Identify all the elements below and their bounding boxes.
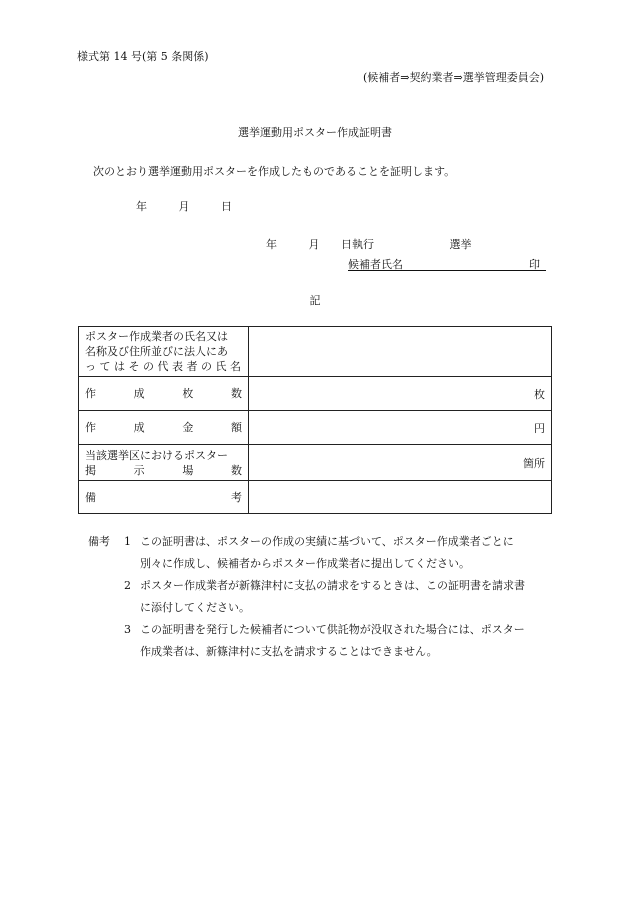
submission-route: (候補者⇒契約業者⇒選挙管理委員会) (362, 71, 544, 84)
certification-statement: 次のとおり選挙運動用ポスターを作成したものであることを証明します。 (93, 165, 456, 178)
display-locations-field[interactable] (249, 445, 552, 481)
poster-details-table (78, 326, 552, 514)
note-item: 3 この証明書を発行した候補者について供託物が没収された場合には、ポスター 作成業者は、新篠津村に支払を請求することはできません。 (124, 623, 525, 658)
count-unit: 枚 (534, 387, 545, 401)
table-row (79, 411, 552, 445)
month-label: 月 (308, 238, 320, 251)
table-row (79, 377, 552, 411)
candidate-name-label: 候補者氏名 (348, 258, 403, 271)
day-label: 日 (221, 200, 232, 213)
document-title: 選挙運動用ポスター作成証明書 (238, 126, 392, 139)
month-label: 月 (178, 200, 190, 213)
count-label: 作 成 枚 数 (79, 377, 249, 411)
election-label: 選挙 (449, 238, 472, 251)
count-field[interactable] (249, 377, 552, 411)
table-row (79, 327, 552, 377)
amount-unit: 円 (534, 421, 545, 435)
year-label: 年 (266, 238, 277, 251)
election-date (266, 236, 472, 252)
remarks-field[interactable] (249, 481, 552, 514)
maker-name-field[interactable] (249, 327, 552, 377)
table-row (79, 481, 552, 514)
ki-heading: 記 (309, 294, 321, 307)
amount-field[interactable] (249, 411, 552, 445)
maker-name-label: ポスター作成業者の氏名又は 名称及び住所並びに法人にあ っ て は そ の 代 表 者 の 氏 名 (79, 327, 249, 377)
execution-day-label: 日執行 (341, 238, 374, 251)
table-row (79, 445, 552, 481)
candidate-name-line[interactable] (348, 256, 546, 271)
remarks-label: 備 考 (79, 481, 249, 514)
locations-unit: 箇所 (523, 456, 545, 470)
notes-heading: 備考 (88, 535, 110, 548)
seal-mark: 印 (529, 258, 540, 271)
issue-date (136, 198, 232, 214)
form-number: 様式第 14 号(第 5 条関係) (77, 50, 209, 63)
amount-label: 作 成 金 額 (79, 411, 249, 445)
year-label: 年 (136, 200, 147, 213)
note-item: 2 ポスター作成業者が新篠津村に支払の請求をするときは、この証明書を請求書 に添付してください。 (124, 579, 525, 614)
display-locations-label: 当該選挙区におけるポスター 掲 示 場 数 (79, 445, 249, 481)
note-item: 1 この証明書は、ポスターの作成の実績に基づいて、ポスター作成業者ごとに 別々に作成し、候補者からポスター作成業者に提出してください。 (124, 535, 514, 570)
